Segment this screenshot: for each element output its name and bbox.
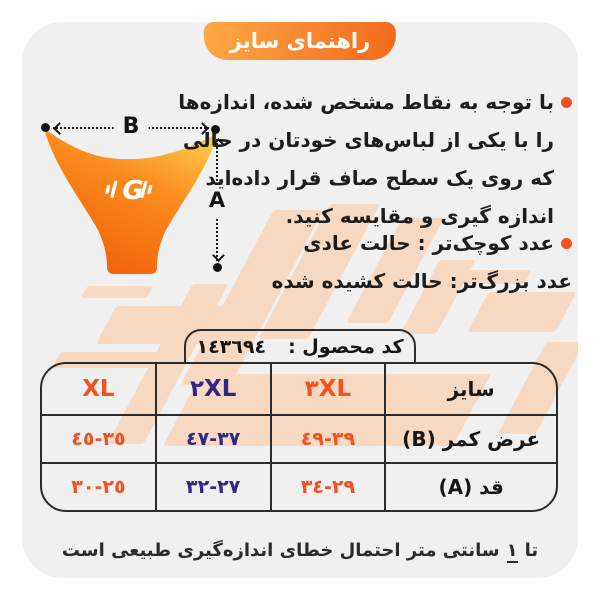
waist-width-2xl: ٣٧-٤٧ <box>156 415 271 464</box>
product-code-label: کد محصول : <box>288 335 404 358</box>
size-table <box>40 362 558 512</box>
footnote-prefix: تا <box>524 540 539 561</box>
table-row-height <box>42 463 556 510</box>
waist-width-xl: ٣٥-٤٥ <box>42 415 156 464</box>
instruction-line: با توجه به نقاط مشخص شده، اندازه‌ها <box>178 90 554 114</box>
measure-point-dot-bottom <box>213 263 222 272</box>
measure-label-a: A <box>208 181 226 219</box>
bg-pattern-stripe <box>81 286 153 298</box>
bullet-dot-icon <box>561 97 572 108</box>
row-label-height: قد (A) <box>385 463 556 510</box>
bullet-dot-icon <box>561 238 572 249</box>
size-table-header-row <box>42 364 556 415</box>
instruction-line: را با یکی از لباس‌های خودتان در حالی <box>182 128 554 152</box>
instruction-line: عدد کوچک‌تر : حالت عادی <box>303 231 554 255</box>
size-guide-badge <box>204 22 396 60</box>
measure-point-dot-left <box>41 123 50 132</box>
height-2xl: ٢٧-٣٢ <box>156 463 271 510</box>
instruction-line: عدد بزرگ‌تر: حالت کشیده شده <box>271 269 572 293</box>
row-label-waist-width: عرض کمر (B) <box>385 415 556 464</box>
footnote-number: ١ <box>506 540 518 561</box>
product-code-pill <box>184 329 416 364</box>
instruction-bullet-2 <box>272 224 572 300</box>
size-col-xl: XL <box>42 364 156 415</box>
height-xl: ٢٥-٣٠ <box>42 463 156 510</box>
instruction-bullet-1 <box>178 83 572 235</box>
size-col-3xl: ٣XL <box>271 364 386 415</box>
instruction-line: اندازه گیری و مقایسه کنید. <box>285 204 554 228</box>
size-col-2xl: ٢XL <box>156 364 271 415</box>
instruction-line: که روی یک سطح صاف قرار داده‌اید <box>205 166 554 190</box>
height-3xl: ٢٩-٣٤ <box>271 463 386 510</box>
waist-width-3xl: ٣٩-٤٩ <box>271 415 386 464</box>
g-logo-letter: G <box>122 176 144 206</box>
footnote <box>22 540 578 563</box>
size-table-corner-header: سایز <box>385 364 556 415</box>
size-guide-card <box>22 22 578 578</box>
size-guide-badge-label: راهنمای سایز <box>229 29 371 53</box>
product-code-value: ١٤٣٦٩٤ <box>196 335 267 358</box>
measure-label-b: B <box>114 114 149 139</box>
footnote-text: سانتی متر احتمال خطای اندازه‌گیری طبیعی است <box>61 540 500 561</box>
table-row-waist-width <box>42 415 556 464</box>
